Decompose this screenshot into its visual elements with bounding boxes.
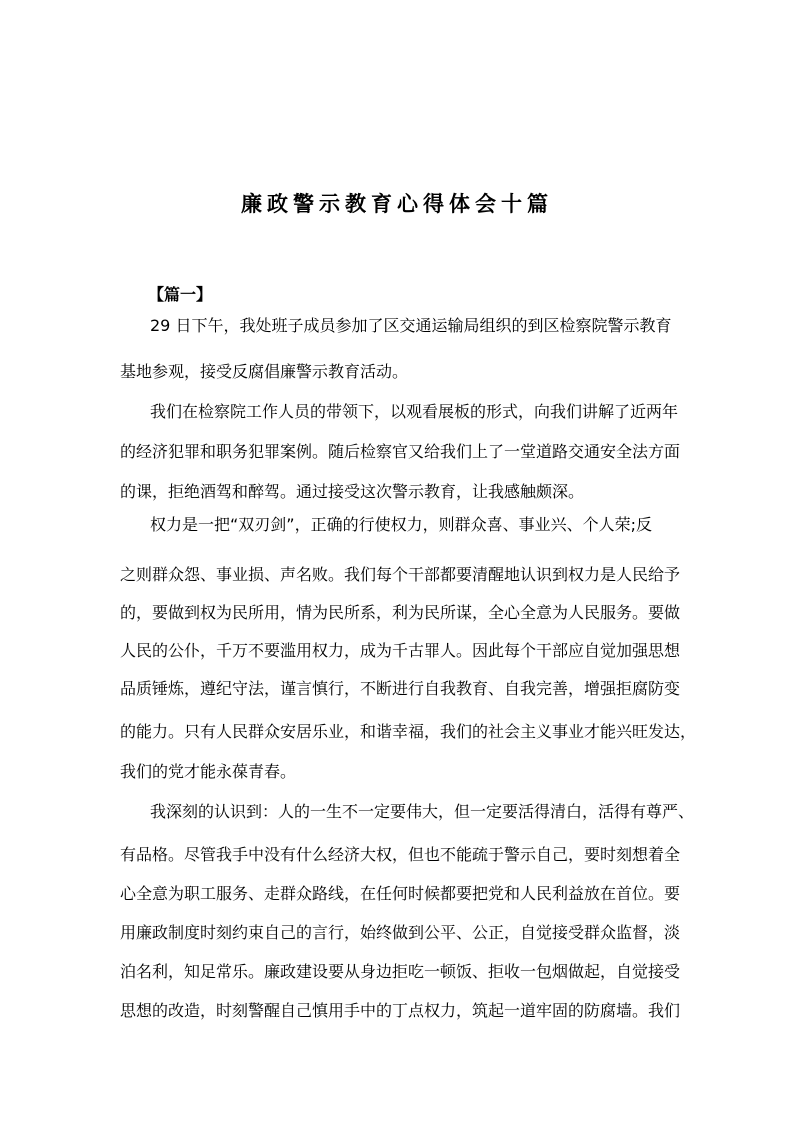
paragraph-line: 的能力。只有人民群众安居乐业，和谐幸福，我们的社会主义事业才能兴旺发达，: [120, 722, 697, 741]
document-title: 廉政警示教育心得体会十篇: [241, 191, 553, 216]
paragraph-line: 基地参观，接受反腐倡廉警示教育活动。: [120, 362, 409, 381]
paragraph-line: 的经济犯罪和职务犯罪案例。随后检察官又给我们上了一堂道路交通安全法方面: [120, 442, 681, 461]
paragraph-line: 我们在检察院工作人员的带领下，以观看展板的形式，向我们讲解了近两年: [150, 402, 679, 421]
paragraph-line: 29 日下午，我处班子成员参加了区交通运输局组织的到区检察院警示教育: [150, 316, 672, 335]
paragraph-line: 有品格。尽管我手中没有什么经济大权，但也不能疏于警示自己，要时刻想着全: [120, 845, 681, 864]
paragraph-line: 权力是一把“双刃剑”，正确的行使权力，则群众喜、事业兴、个人荣;反: [150, 515, 652, 534]
paragraph-line: 人民的公仆，千万不要滥用权力，成为千古罪人。因此每个干部应自觉加强思想: [120, 641, 681, 660]
paragraph-line: 我深刻的认识到：人的一生不一定要伟大，但一定要活得清白，活得有尊严、: [150, 802, 695, 821]
section-heading: 【篇一】: [148, 285, 213, 304]
paragraph-line: 泊名利，知足常乐。廉政建设要从身边拒吃一顿饭、拒收一包烟做起，自觉接受: [120, 962, 681, 981]
paragraph-line: 的课，拒绝酒驾和醉驾。通过接受这次警示教育，让我感触颇深。: [120, 482, 585, 501]
paragraph-line: 用廉政制度时刻约束自己的言行，始终做到公平、公正，自觉接受群众监督，淡: [120, 923, 681, 942]
paragraph-line: 的，要做到权为民所用，情为民所系，利为民所谋，全心全意为人民服务。要做: [120, 603, 681, 622]
paragraph-line: 心全意为职工服务、走群众路线，在任何时候都要把党和人民利益放在首位。要: [120, 884, 681, 903]
paragraph-line: 我们的党才能永葆青春。: [120, 762, 297, 781]
paragraph-line: 品质锤炼，遵纪守法，谨言慎行，不断进行自我教育、自我完善，增强拒腐防变: [120, 679, 681, 698]
paragraph-line: 思想的改造，时刻警醒自己慎用手中的丁点权力，筑起一道牢固的防腐墙。我们: [120, 1001, 681, 1020]
paragraph-line: 之则群众怨、事业损、声名败。我们每个干部都要清醒地认识到权力是人民给予: [120, 565, 681, 584]
